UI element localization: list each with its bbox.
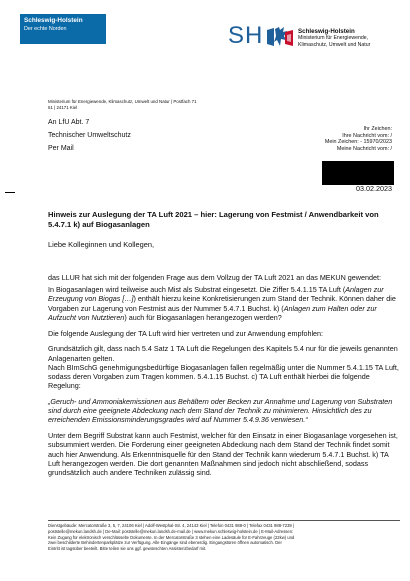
footer-line: zwei beschilderte Behindertenparkplätze zur Verfügung. Alle Eingänge sind ebenerdig. Eingangstüren öffnen automatisch. Der [48, 540, 282, 546]
body-paragraph [48, 285, 400, 322]
body-text: In Biogasanlagen wird teilweise auch Mist als Substrat eingesetzt. Die Ziffer 5.4.1.15 TA Luft ( [48, 285, 346, 295]
body-paragraph: Grundsätzlich gilt, dass nach 5.4 Satz 1 TA Luft die Regelungen des Kapitels 5.4 nur für die jeweils genannten Anlagenarten gelten. [48, 344, 398, 363]
logo-state-name: Schleswig-Holstein [24, 17, 83, 24]
body-paragraph: Unter dem Begriff Substrat kann auch Festmist, welcher für den Einsatz in einer Biogasanlage vorgesehen ist, subsummiert werden. Die Forderung einer geeigneten Abdeckung nach dem Stand der Technik findet somit auch hier Anwendung. Als Erkenntnisquelle für den Stand der Technik kann wiederum 5.4.7.1 Buchst. k) TA Luft herangezogen werden. Die dort genannten Maßnahmen sind jedoch nicht abschließend, sodass grundsätzlich auch andere Techniken zulässig sind. [48, 431, 398, 478]
reference-line: Mein Zeichen: - 15970/2023 [324, 139, 392, 145]
state-brand-logo [20, 14, 106, 44]
letter-body [48, 273, 400, 477]
recipient-line: An LfU Abt. 7 [48, 119, 90, 126]
footer-line: Dienstgebäude: Mercatorstraße 3, 5, 7, 24106 Kiel | Adolf-Westphal-Str. 4, 24143 Kiel | Telefon 0431 988-0 | Telefax 0431 988-7239 | [48, 523, 294, 528]
logo-slogan: Der echte Norden [24, 26, 67, 32]
footer [48, 523, 402, 552]
sender-address: Ministerium für Energiewende, Klimaschutz, Umwelt und Natur | Postfach 71 51 | 24171 Kiel [48, 99, 197, 110]
body-paragraph: Die folgende Auslegung der TA Luft wird hier vertreten und zur Anwendung empfohlen: [48, 328, 324, 338]
body-text: ) enthält hierzu keine Konkretisierungen zum Stand der Technik. Können daher die Vorgaben zur Lagerung von Festmist aus der Nummer 5.4.7.1 Buchst. k) ( [48, 294, 396, 313]
footer-line: Eintritt ist tagsüber beeteilt. Bitte teilen sie uns ggf. gewünschten Assistenzbedarf mit. [48, 546, 207, 552]
fold-mark [5, 192, 15, 193]
greeting: Liebe Kolleginnen und Kollegen, [48, 240, 155, 249]
body-paragraph: das LLUR hat sich mit der folgenden Frage aus dem Vollzug der TA Luft 2021 an das MEKUN gewendet: [48, 273, 381, 282]
ministry-logo-title: Schleswig-Holstein [298, 28, 355, 35]
coat-of-arms-icon [265, 26, 295, 53]
recipient-block [48, 116, 131, 155]
quoted-regulation: „Geruch- und Ammoniakemissionen aus Behältern oder Becken zur Annahme und Lagerung von Substraten sind durch eine geeignete Abdeckung nach dem Stand der Technik zu minimieren. Hinsichtlich des zu erreichenden Emissionsminderungsgrades wird auf Nummer 5.4.9.36 verwiesen.“ [48, 397, 393, 425]
recipient-line: Technischer Umweltschutz [48, 132, 131, 139]
ministry-logo-line: Klimaschutz, Umwelt und Natur [298, 42, 371, 48]
recipient-line: Per Mail [48, 145, 74, 152]
body-paragraph: Nach BImSchG genehmigungsbedürftige Biogasanlagen fallen regelmäßig unter die Nummer 5.4.1.15 TA Luft, sodass deren Vorgaben zum Tragen kommen. 5.4.1.15 Buchst. c) TA Luft enthält hierbei die folgende Regelung: [48, 362, 399, 391]
letter-subject: Hinweis zur Auslegung der TA Luft 2021 – hier: Lagerung von Festmist / Anwendbarkeit von 5.4.7.1 k) auf Biogasanlagen [48, 210, 379, 229]
reference-line: Meine Nachricht vom: / [336, 145, 392, 152]
body-text: ) auch für Biogasanlagen herangezogen werden? [124, 312, 282, 322]
footer-line: Kein Zugang für elektronisch verschlüsselte Dokumente. In der Mercatorstraße 3 stehen eine Ladesäule für E-Fahrzeuge (22kw) und [48, 534, 295, 540]
letter-date: 03.02.2023 [356, 184, 392, 193]
footer-line: poststelle@mekun.landsh.de | De-Mail: poststelle@mekun.landsh.de-mail.de | www.mekun.schleswig-holstein.de | E-Mail-Adressen: [48, 528, 294, 534]
redaction-box [322, 161, 394, 185]
body-italic: Anlagen zur Erzeugung von Biogas […] [48, 285, 384, 304]
reference-line: Ihr Zeichen: [363, 126, 392, 132]
ministry-logo-line: Ministerium für Energiewende, [298, 35, 369, 41]
ministry-logo [298, 28, 370, 49]
reference-block [325, 126, 392, 152]
sh-mark: SH [228, 22, 264, 49]
body-italic: Anlagen zum Halten oder zur Aufzucht von Nutztieren [48, 303, 377, 322]
reference-line: Ihre Nachricht vom: / [342, 132, 392, 139]
footer-divider [48, 520, 400, 521]
